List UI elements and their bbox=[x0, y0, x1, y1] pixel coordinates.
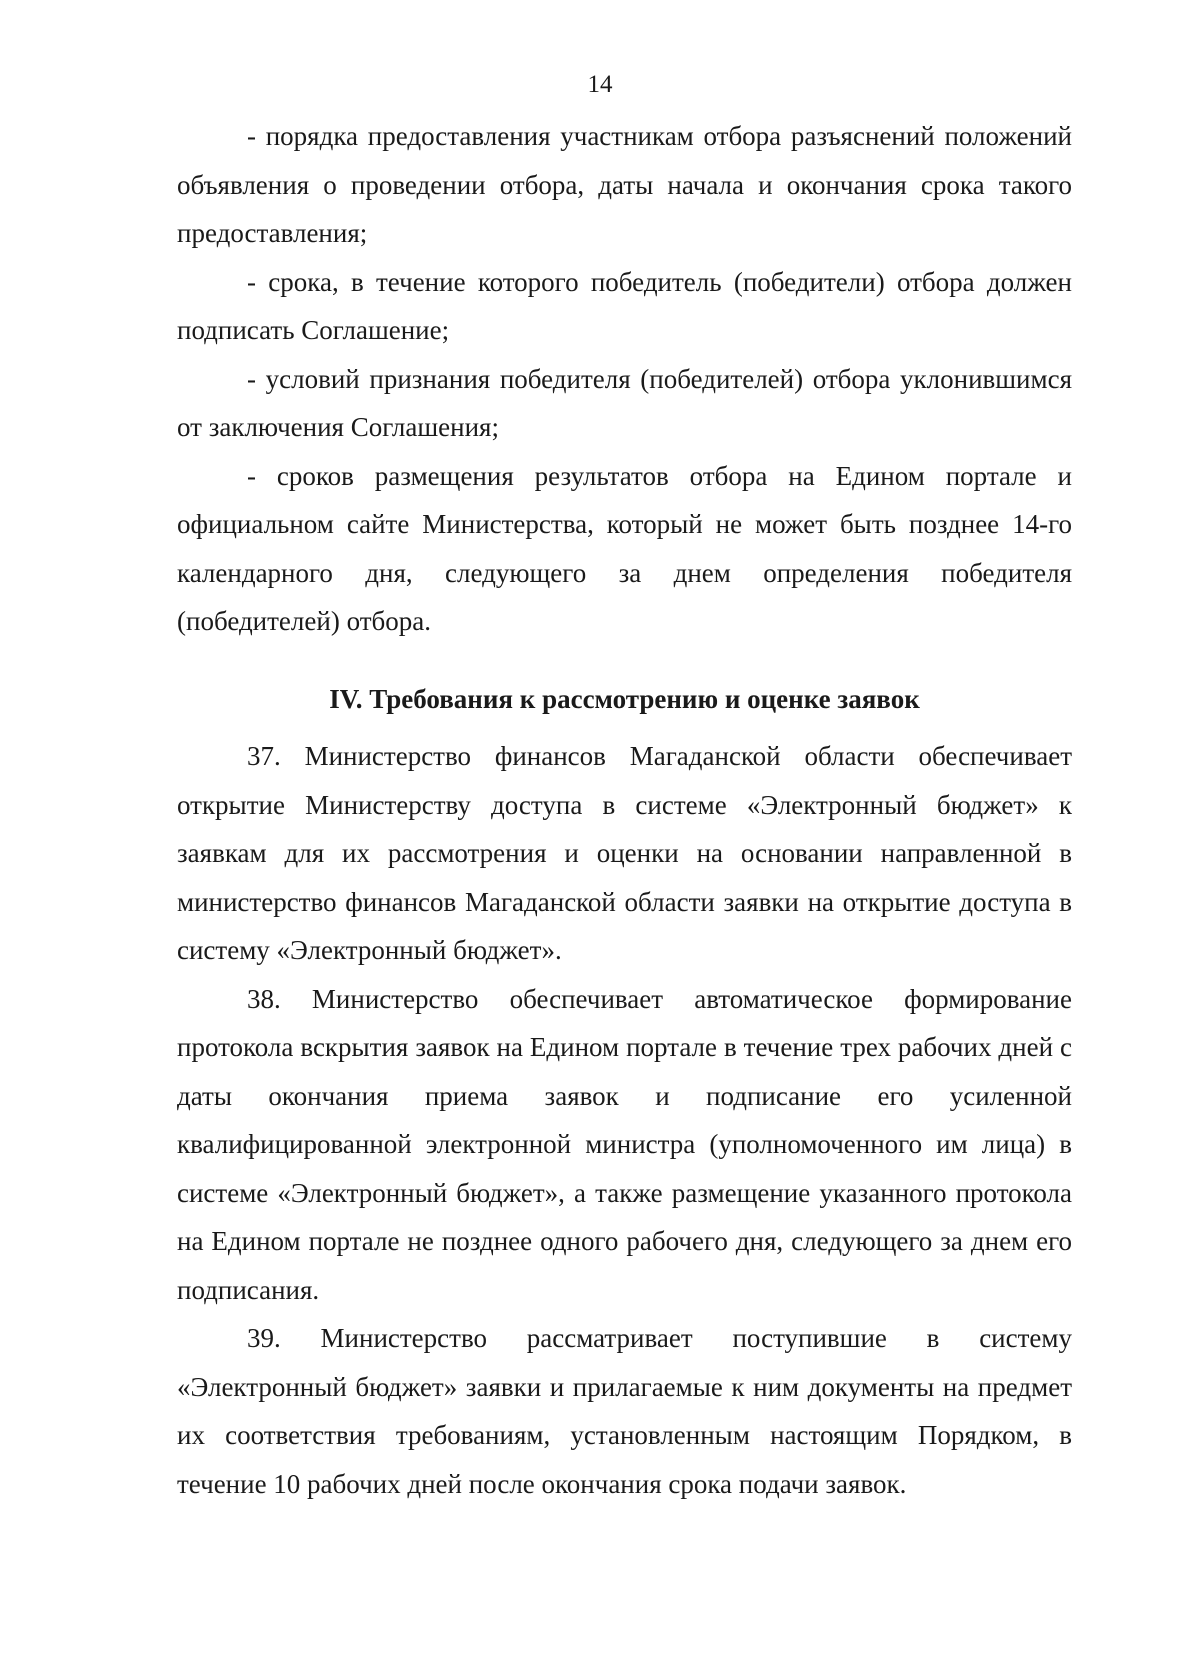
section-heading: IV. Требования к рассмотрению и оценке заявок bbox=[329, 683, 920, 714]
clause-38: 38. Министерство обеспечивает автоматическое формирование протокола вскрытия заявок на Едином портале в течение трех рабочих дней с даты окончания приема заявок и подписание его усиленной квалифицированной электронной министра (уполномоченного им лица) в системе «Электронный бюджет», а также размещение указанного протокола на Едином портале не позднее одного рабочего дня, следующего за днем его подписания. bbox=[177, 983, 1072, 1305]
page-number: 14 bbox=[587, 71, 613, 98]
list-item-agreement-signing-term: - срока, в течение которого победитель (победители) отбора должен подписать Соглашение; bbox=[177, 266, 1072, 345]
list-item-evasion-conditions: - условий признания победителя (победителей) отбора уклонившимся от заключения Соглашения; bbox=[177, 363, 1072, 442]
document-body bbox=[177, 112, 1072, 1508]
list-item-explanations-procedure: - порядка предоставления участникам отбора разъяснений положений объявления о проведении отбора, даты начала и окончания срока такого предоставления; bbox=[177, 121, 1072, 248]
clause-39: 39. Министерство рассматривает поступившие в систему «Электронный бюджет» заявки и прилагаемые к ним документы на предмет их соответствия требованиям, установленным настоящим Порядком, в течение 10 рабочих дней после окончания срока подачи заявок. bbox=[177, 1323, 1072, 1499]
list-item-results-publication-terms: - сроков размещения результатов отбора на Едином портале и официальном сайте Министерства, который не может быть позднее 14-го календарного дня, следующего за днем определения победителя (победителей) отбора. bbox=[177, 460, 1072, 636]
clause-37: 37. Министерство финансов Магаданской области обеспечивает открытие Министерству доступа в системе «Электронный бюджет» к заявкам для их рассмотрения и оценки на основании направленной в министерство финансов Магаданской области заявки на открытие доступа в систему «Электронный бюджет». bbox=[177, 741, 1072, 965]
